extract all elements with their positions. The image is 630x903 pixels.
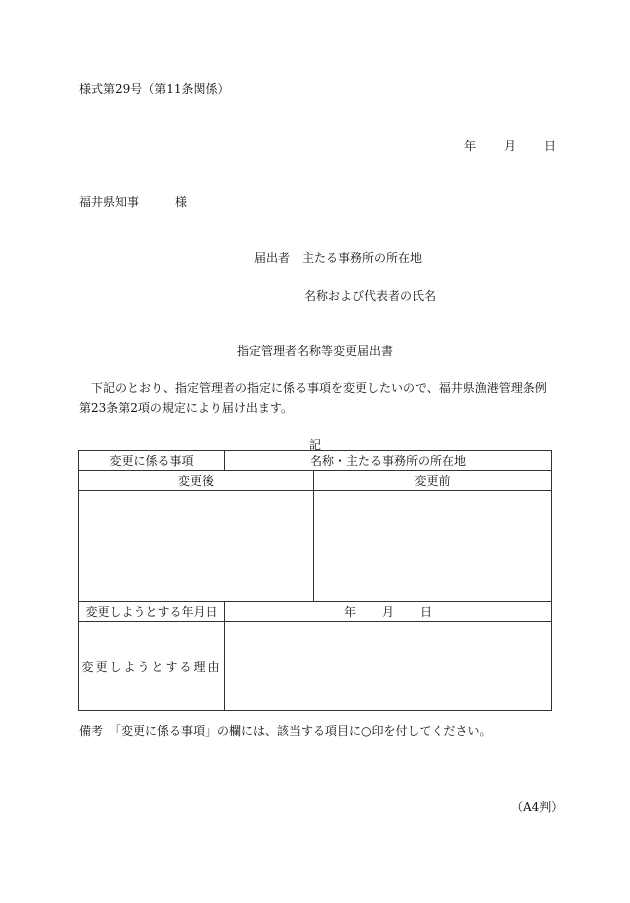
reason-field[interactable] — [225, 622, 552, 711]
table-date-day: 日 — [420, 605, 433, 619]
applicant-label: 届出者 主たる事務所の所在地 — [254, 251, 423, 265]
date-line — [464, 137, 556, 154]
before-label: 変更前 — [314, 471, 552, 491]
date-label: 変更しようとする年月日 — [79, 602, 225, 622]
item-value[interactable]: 名称・主たる事務所の所在地 — [225, 451, 552, 471]
remarks: 備考 「変更に係る事項」の欄には、該当する項目に○印を付してください。 — [79, 724, 492, 738]
date-year: 年 — [464, 139, 477, 153]
before-field[interactable] — [314, 491, 552, 602]
after-label: 変更後 — [79, 471, 314, 491]
table-row — [79, 622, 552, 711]
reason-label: 変更しようとする理由 — [79, 622, 225, 711]
representative-label: 名称および代表者の氏名 — [304, 289, 437, 303]
table-row — [79, 491, 552, 602]
after-field[interactable] — [79, 491, 314, 602]
date-field[interactable] — [225, 602, 552, 622]
table-date-month: 月 — [382, 605, 395, 619]
table-date-year: 年 — [343, 605, 356, 619]
addressee: 福井県知事 様 — [79, 195, 188, 209]
table-row — [79, 471, 552, 491]
document-title: 指定管理者名称等変更届出書 — [236, 344, 393, 358]
date-day: 日 — [544, 139, 557, 153]
item-label: 変更に係る事項 — [79, 451, 225, 471]
ki-heading: 記 — [308, 438, 321, 452]
table-row — [79, 602, 552, 622]
form-number: 様式第29号（第11条関係） — [79, 82, 230, 96]
body-text: 下記のとおり、指定管理者の指定に係る事項を変更したいので、福井県漁港管理条例第23条第2項の規定により届け出ます。 — [79, 381, 547, 415]
table-row — [79, 451, 552, 471]
form-table — [78, 450, 552, 711]
paper-size: （A4判） — [511, 800, 564, 814]
date-month: 月 — [504, 139, 517, 153]
